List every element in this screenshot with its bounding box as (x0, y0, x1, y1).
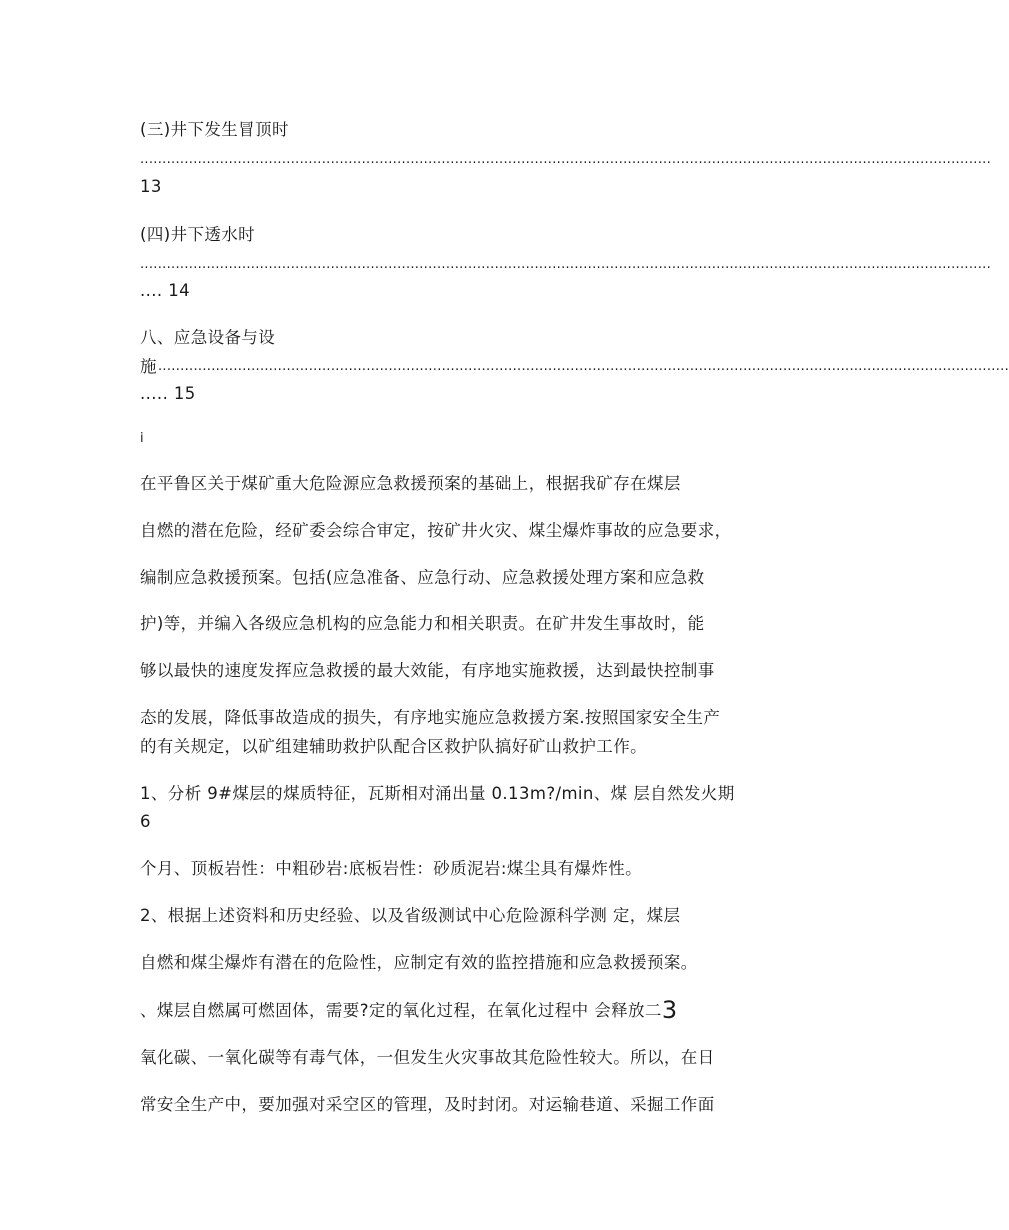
body-line: 编制应急救援预案。包括(应急准备、应急行动、应急救援处理方案和应急救 (140, 568, 705, 587)
body-line-with-number (140, 996, 678, 1024)
toc-entry-page: 13 (140, 177, 162, 196)
toc-entry-title: 八、应急设备与设 (140, 328, 276, 347)
toc-dot-leader: ................................................................................................................................................................................................ (158, 359, 1009, 374)
body-line: 自燃和煤尘爆炸有潜在的危险性，应制定有效的监控措施和应急救援预案。 (140, 953, 698, 972)
toc-dot-leader: ................................................................................................................................................................................................ (140, 257, 992, 272)
inline-number: 3 (661, 996, 678, 1024)
toc-entry-page: ..... 15 (140, 384, 196, 403)
toc-dot-leader: ................................................................................................................................................................................................ (140, 152, 992, 167)
body-line: 2、根据上述资料和历史经验、以及省级测试中心危险源科学测 定，煤层 (140, 906, 681, 925)
toc-entry-title: (三)井下发生冒顶时 (140, 120, 289, 139)
body-line: 自燃的潜在危险，经矿委会综合审定，按矿井火灾、煤尘爆炸事故的应急要求， (140, 521, 732, 540)
body-line: 6 (140, 812, 151, 831)
body-line: 常安全生产中，要加强对采空区的管理，及时封闭。对运输巷道、采掘工作面 (140, 1095, 715, 1114)
toc-entry-page: .... 14 (140, 281, 191, 300)
body-line: 1、分析 9#煤层的煤质特征，瓦斯相对涌出量 0.13m?/min、煤 层自然发火期 (140, 784, 735, 803)
body-line: 在平鲁区关于煤矿重大危险源应急救援预案的基础上，根据我矿存在煤层 (140, 474, 681, 493)
body-line-text: 、煤层自燃属可燃固体，需要?定的氧化过程，在氧化过程中 会释放二 (140, 1001, 662, 1020)
page-marker: i (140, 431, 145, 446)
body-line: 氧化碳、一氧化碳等有毒气体，一但发生火灾事故其危险性较大。所以，在日 (140, 1048, 715, 1067)
body-line: 态的发展，降低事故造成的损失，有序地实施应急救援方案.按照国家安全生产 (140, 708, 721, 727)
toc-entry-title: (四)井下透水时 (140, 225, 256, 244)
body-line: 个月、顶板岩性：中粗砂岩:底板岩性：砂质泥岩:煤尘具有爆炸性。 (140, 859, 643, 878)
body-line: 的有关规定，以矿组建辅助救护队配合区救护队搞好矿山救护工作。 (140, 737, 647, 756)
body-line: 够以最快的速度发挥应急救援的最大效能，有序地实施救援，达到最快控制事 (140, 661, 715, 680)
toc-entry-title-cont: 施 (140, 357, 157, 376)
body-line: 护)等，并编入各级应急机构的应急能力和相关职责。在矿井发生事故时，能 (140, 614, 705, 633)
